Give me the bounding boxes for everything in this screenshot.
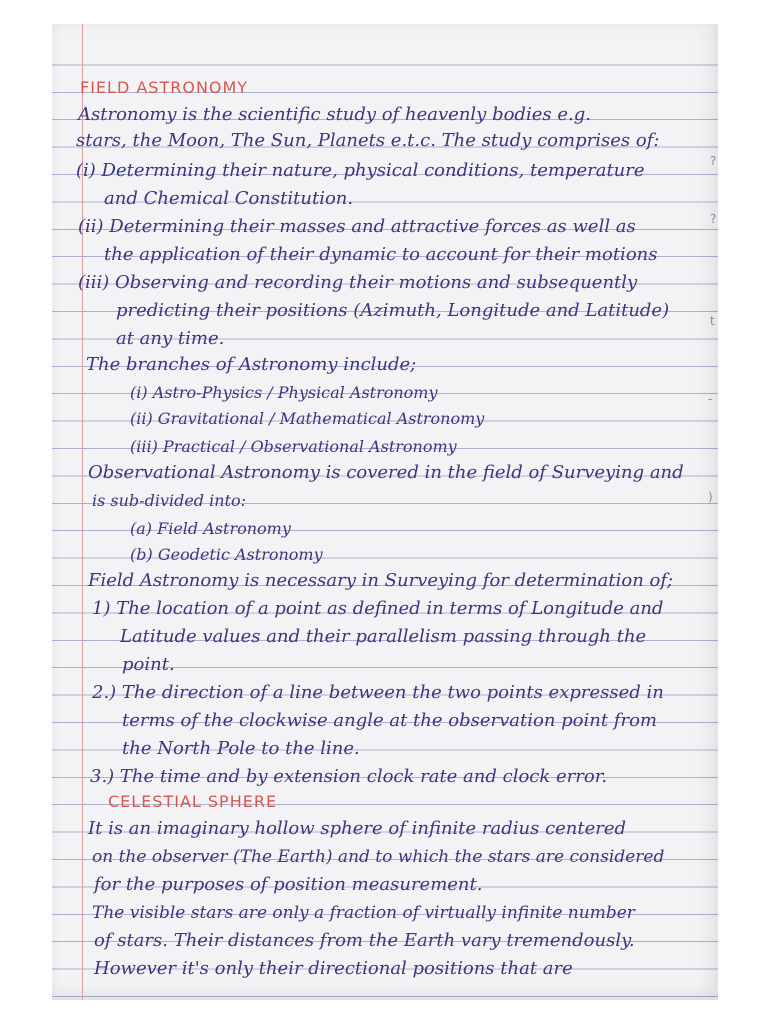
margin-mark: ? (710, 154, 717, 168)
text-line: Latitude values and their parallelism passing through the (120, 626, 647, 647)
text-line: (iii) Observing and recording their motions and subsequently (78, 272, 638, 293)
margin-mark: ? (710, 212, 717, 226)
heading-field-astronomy: FIELD ASTRONOMY (80, 78, 249, 97)
text-line: Observational Astronomy is covered in the field of Surveying and (88, 462, 684, 483)
text-line: of stars. Their distances from the Earth vary tremendously. (94, 930, 635, 951)
notebook-page (52, 24, 718, 1000)
text-line: the application of their dynamic to account for their motions (104, 244, 658, 265)
heading-celestial-sphere: CELESTIAL SPHERE (108, 792, 278, 811)
text-line: for the purposes of position measurement. (94, 874, 483, 895)
text-line: (i) Astro-Physics / Physical Astronomy (130, 383, 438, 402)
text-line: The visible stars are only a fraction of virtually infinite number (92, 903, 635, 923)
text-line: on the observer (The Earth) and to which the stars are considered (92, 847, 665, 867)
text-line: 1) The location of a point as defined in terms of Longitude and (92, 598, 664, 619)
text-line: (ii) Determining their masses and attractive forces as well as (78, 216, 636, 237)
text-line: is sub-divided into: (92, 491, 247, 510)
text-line: at any time. (116, 328, 225, 349)
text-line: Field Astronomy is necessary in Surveying for determination of; (88, 570, 674, 591)
margin-mark: ) (708, 490, 713, 504)
text-line: (i) Determining their nature, physical conditions, temperature (76, 160, 645, 181)
text-line: 3.) The time and by extension clock rate and clock error. (90, 766, 608, 787)
text-line: (a) Field Astronomy (130, 519, 291, 538)
text-line: However it's only their directional positions that are (94, 958, 573, 979)
text-line: terms of the clockwise angle at the observation point from (122, 710, 657, 731)
text-line: (iii) Practical / Observational Astronomy (130, 437, 457, 456)
text-line: It is an imaginary hollow sphere of infinite radius centered (88, 818, 627, 839)
text-line: (b) Geodetic Astronomy (130, 545, 323, 564)
margin-mark: t (710, 314, 715, 328)
text-line: the North Pole to the line. (122, 738, 360, 759)
text-line: 2.) The direction of a line between the two points expressed in (92, 682, 664, 703)
text-line: The branches of Astronomy include; (86, 354, 417, 375)
text-line: point. (122, 654, 175, 675)
text-line: Astronomy is the scientific study of heavenly bodies e.g. (78, 104, 591, 125)
margin-mark: - (708, 392, 713, 406)
text-line: stars, the Moon, The Sun, Planets e.t.c. The study comprises of: (76, 130, 660, 151)
text-line: predicting their positions (Azimuth, Longitude and Latitude) (116, 300, 670, 321)
text-line: and Chemical Constitution. (104, 188, 354, 209)
text-line: (ii) Gravitational / Mathematical Astronomy (130, 409, 485, 428)
